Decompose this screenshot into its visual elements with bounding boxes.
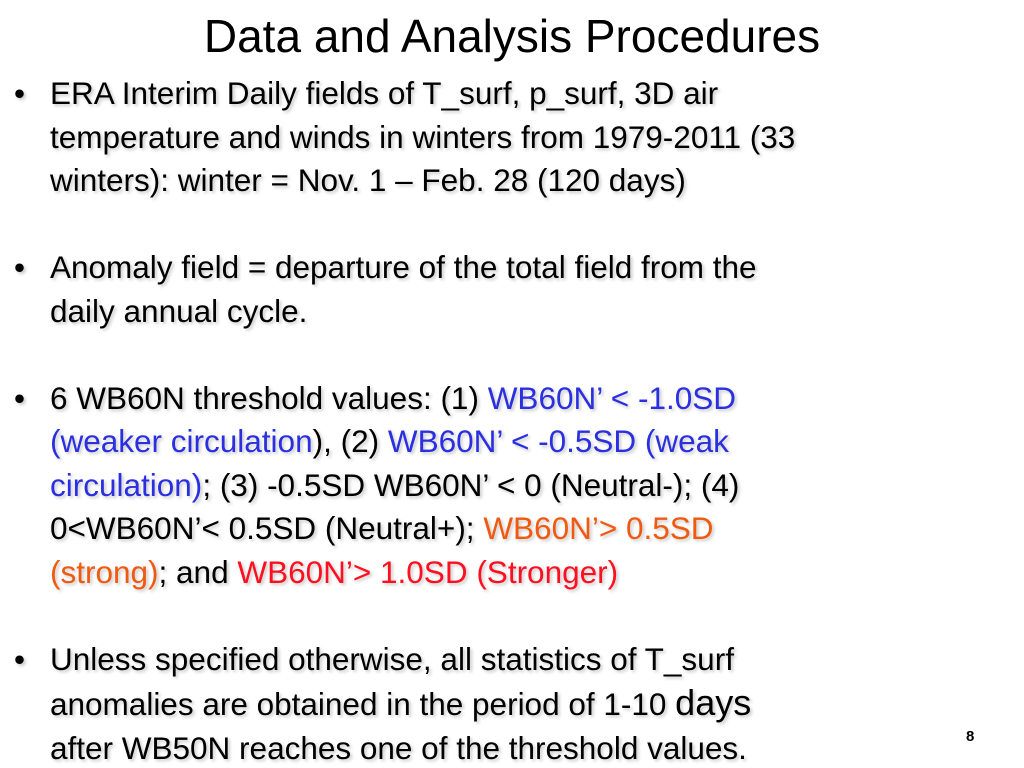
threshold-weak-text: WB60N’ < -0.5SD (weak <box>387 423 729 459</box>
threshold-strong-text: WB60N’> 0.5SD <box>483 510 714 546</box>
bullet-line <box>50 638 1000 682</box>
threshold-strong-text: (strong) <box>50 553 159 590</box>
slide-title: Data and Analysis Procedures <box>203 10 821 62</box>
bullet-marker: • <box>14 640 26 677</box>
bullet-text: ), (2) <box>312 423 388 459</box>
bullet-line <box>50 507 1000 551</box>
bullet-marker: • <box>14 379 26 416</box>
bullet-text: daily annual cycle. <box>50 292 308 329</box>
spacer <box>0 333 1000 377</box>
bullet-text: anomalies are obtained in the period of 1-10 <box>50 686 676 722</box>
bullet-text: 0<WB60N’< 0.5SD (Neutral+); <box>50 510 484 546</box>
bullet-text: ; and <box>158 553 238 590</box>
spacer <box>0 594 1000 638</box>
bullet-line <box>50 159 1000 203</box>
bullet-text: Anomaly field = departure of the total field from the <box>50 249 757 285</box>
bullet-marker: • <box>14 75 26 111</box>
bullet-text: winters): winter = Nov. 1 – Feb. 28 (120 days) <box>50 162 686 198</box>
bullet-line <box>50 246 1000 290</box>
bullet-line <box>50 420 1000 464</box>
bullet-line <box>50 681 1000 727</box>
bullet-line <box>50 727 1000 768</box>
threshold-weaker-text: WB60N’ < -1.0SD <box>487 379 736 416</box>
bullet-text: 6 WB60N threshold values: (1) <box>50 379 488 416</box>
bullet-anomaly-field <box>0 246 1000 333</box>
bullet-line <box>50 290 1000 334</box>
bullet-text: ; (3) -0.5SD WB60N’ < 0 (Neutral-); (4) <box>202 466 740 503</box>
bullet-line <box>50 72 1000 116</box>
spacer <box>0 203 1000 247</box>
bullet-text-days: days <box>675 682 752 723</box>
threshold-stronger-text: WB60N’> 1.0SD (Stronger) <box>237 553 619 590</box>
bullet-statistics-period <box>0 638 1000 768</box>
bullet-threshold-values <box>0 377 1000 595</box>
bullet-text: ERA Interim Daily fields of T_surf, p_surf, 3D air <box>50 75 719 111</box>
bullet-marker: • <box>14 249 26 285</box>
bullet-text: Unless specified otherwise, all statistics of T_surf <box>50 640 734 677</box>
threshold-weak-text: circulation) <box>50 466 203 503</box>
bullet-line <box>50 551 1000 595</box>
page-number: 8 <box>966 728 975 745</box>
bullet-era-interim <box>0 72 1000 203</box>
bullet-line <box>50 377 1000 421</box>
threshold-weaker-text: (weaker circulation <box>50 423 313 459</box>
bullet-list <box>0 72 1000 768</box>
bullet-line <box>50 116 1000 160</box>
bullet-line <box>50 464 1000 508</box>
bullet-text: temperature and winds in winters from 1979-2011 (33 <box>50 118 796 155</box>
bullet-text: after WB50N reaches one of the threshold values. <box>50 729 747 766</box>
